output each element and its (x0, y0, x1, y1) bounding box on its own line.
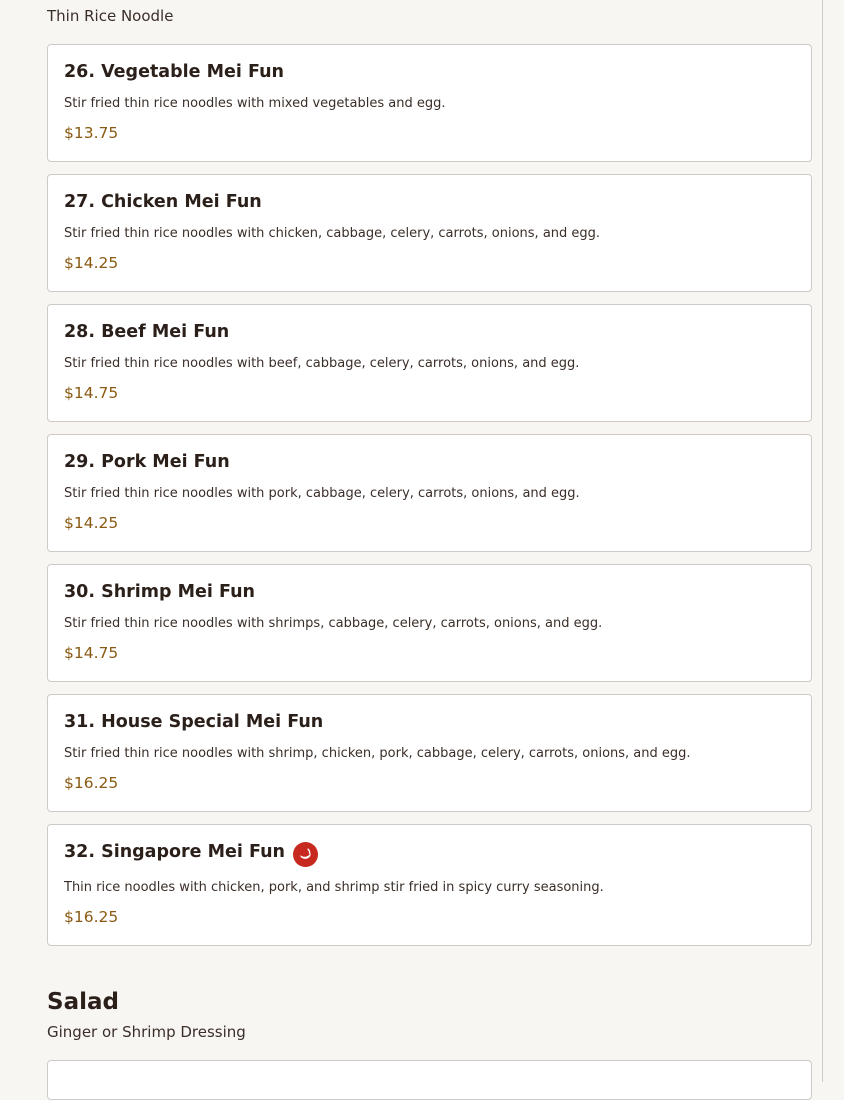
item-title-row (64, 191, 262, 213)
item-price: $14.75 (64, 384, 119, 402)
item-description: Thin rice noodles with chicken, pork, and shrimp stir fried in spicy curry seasoning. (64, 880, 604, 895)
item-title-row (64, 321, 229, 343)
menu-item-card[interactable] (47, 1060, 812, 1100)
item-description: Stir fried thin rice noodles with shrimp, chicken, pork, cabbage, celery, carrots, onions, and egg. (64, 746, 691, 761)
item-title: 30. Shrimp Mei Fun (64, 582, 256, 602)
page-right-divider (822, 0, 823, 1082)
menu-item-card[interactable] (47, 564, 812, 682)
item-title: 26. Vegetable Mei Fun (64, 62, 284, 82)
item-description: Stir fried thin rice noodles with beef, cabbage, celery, carrots, onions, and egg. (64, 356, 580, 371)
spicy-pepper-icon (293, 842, 318, 867)
item-price: $14.75 (64, 644, 119, 662)
item-price: $16.25 (64, 774, 119, 792)
item-description: Stir fried thin rice noodles with pork, cabbage, celery, carrots, onions, and egg. (64, 486, 580, 501)
item-title: 29. Pork Mei Fun (64, 452, 230, 472)
item-title: 27. Chicken Mei Fun (64, 192, 262, 212)
item-title-row (64, 711, 323, 733)
item-title-row (64, 581, 255, 603)
item-title-row (64, 451, 230, 473)
item-price: $16.25 (64, 908, 119, 926)
menu-item-card[interactable] (47, 44, 812, 162)
item-price: $14.25 (64, 514, 119, 532)
menu-item-card[interactable] (47, 694, 812, 812)
section-title: Salad (47, 989, 119, 1015)
section-subtitle: Ginger or Shrimp Dressing (47, 1023, 246, 1041)
item-title: 31. House Special Mei Fun (64, 712, 324, 732)
menu-item-list (47, 44, 812, 946)
menu-item-card[interactable] (47, 434, 812, 552)
item-title: 28. Beef Mei Fun (64, 322, 230, 342)
item-price: $14.25 (64, 254, 119, 272)
menu-item-card[interactable] (47, 824, 812, 946)
item-description: Stir fried thin rice noodles with mixed vegetables and egg. (64, 96, 446, 111)
menu-item-card[interactable] (47, 174, 812, 292)
item-description: Stir fried thin rice noodles with chicken, cabbage, celery, carrots, onions, and egg. (64, 226, 601, 241)
item-title: 32. Singapore Mei Fun (64, 842, 286, 862)
item-title-row (64, 61, 284, 83)
menu-content (47, 0, 812, 1100)
menu-item-card[interactable] (47, 304, 812, 422)
item-description: Stir fried thin rice noodles with shrimps, cabbage, celery, carrots, onions, and egg. (64, 616, 603, 631)
item-title-row (64, 841, 318, 863)
item-price: $13.75 (64, 124, 119, 142)
section-subtitle: Thin Rice Noodle (47, 7, 174, 25)
